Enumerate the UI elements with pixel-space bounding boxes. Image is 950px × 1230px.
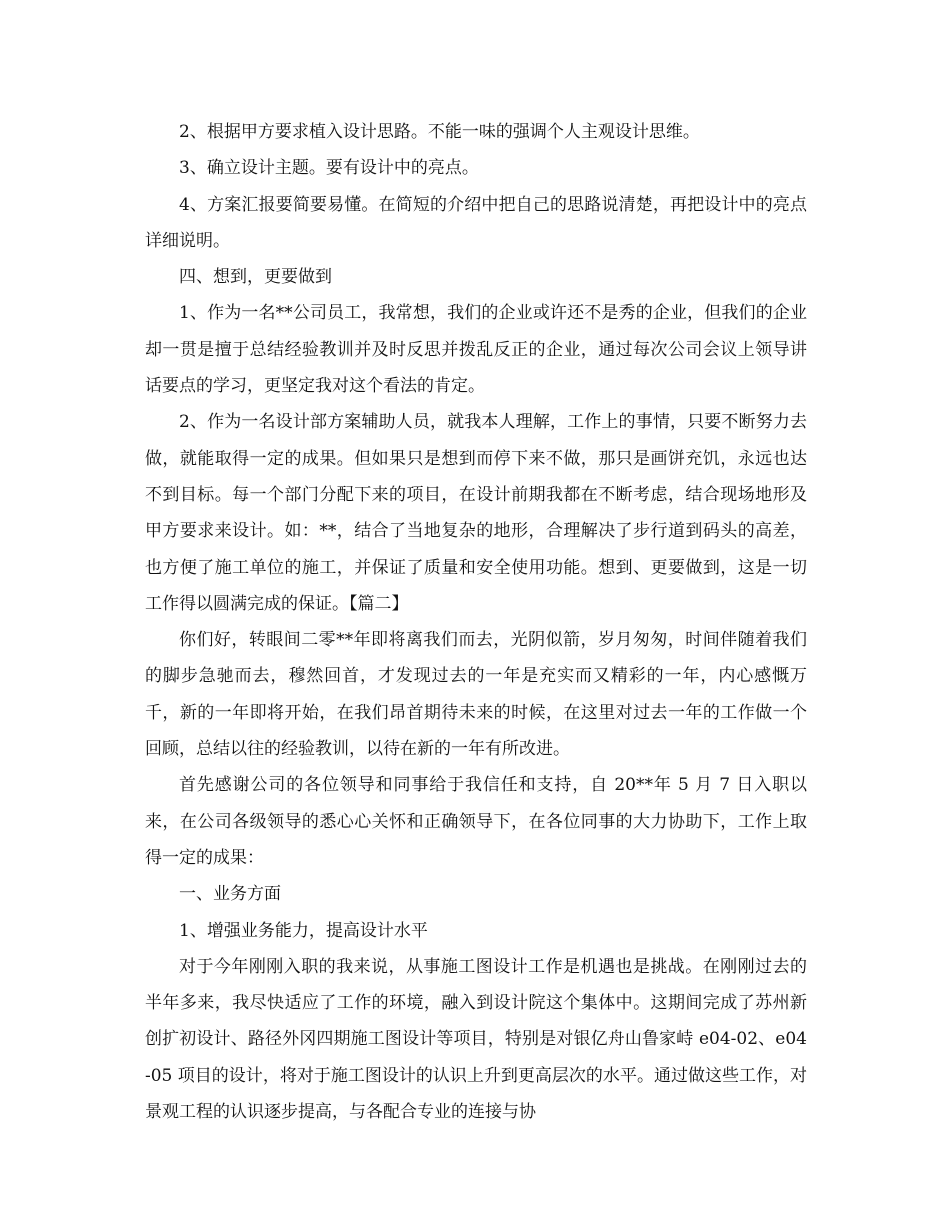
paragraph: 2、作为一名设计部方案辅助人员，就我本人理解，工作上的事情，只要不断努力去做，就能取得一定的成果。但如果只是想到而停下来不做，那只是画饼充饥，永远也达不到目标。每一个部门分配下来的项目，在设计前期我都在不断考虑，结合现场地形及甲方要求来设计。如：**，结合了当地复杂的地形，合理解决了步行道到码头的高差，也方便了施工单位的施工，并保证了质量和安全使用功能。想到、更要做到，这是一切工作得以圆满完成的保证。【篇二】 xyxy=(145,412,807,614)
paragraph: 3、确立设计主题。要有设计中的亮点。 xyxy=(179,158,479,179)
subsection-heading: 1、增强业务能力，提高设计水平 xyxy=(179,920,428,941)
section-heading: 四、想到，更要做到 xyxy=(179,267,332,288)
paragraph: 你们好，转眼间二零**年即将离我们而去，光阴似箭，岁月匆匆，时间伴随着我们的脚步急驰而去，穆然回首，才发现过去的一年是充实而又精彩的一年，内心感慨万千，新的一年即将开始，在我们昂首期待未来的时候，在这里对过去一年的工作做一个回顾，总结以往的经验教训，以待在新的一年有所改进。 xyxy=(145,630,807,760)
paragraph: 首先感谢公司的各位领导和同事给于我信任和支持，自 20**年 5 月 7 日入职以来，在公司各级领导的悉心心关怀和正确领导下，在各位同事的大力协助下，工作上取得一定的成果： xyxy=(145,775,807,868)
paragraph: 1、作为一名**公司员工，我常想，我们的企业或许还不是秀的企业，但我们的企业却一贯是擅于总结经验教训并及时反思并拨乱反正的企业，通过每次公司会议上领导讲话要点的学习，更坚定我对这个看法的肯定。 xyxy=(145,303,807,397)
paragraph: 2、根据甲方要求植入设计思路。不能一味的强调个人主观设计思维。 xyxy=(179,122,700,142)
paragraph: 4、方案汇报要简要易懂。在简短的介绍中把自己的思路说清楚，再把设计中的亮点详细说明。 xyxy=(145,194,807,251)
paragraph: 对于今年刚刚入职的我来说，从事施工图设计工作是机遇也是挑战。在刚刚过去的半年多来，我尽快适应了工作的环境，融入到设计院这个集体中。这期间完成了苏州新创扩初设计、路径外冈四期施工图设计等项目，特别是对银亿舟山鲁家峙 e04-02、e04-05 项目的设计，将对于施工图设计的认识上升到更高层次的水平。通过做这些工作，对景观工程的认识逐步提高，与各配合专业的连接与协 xyxy=(145,956,807,1123)
section-heading: 一、业务方面 xyxy=(179,884,281,905)
document-body xyxy=(145,114,807,1130)
